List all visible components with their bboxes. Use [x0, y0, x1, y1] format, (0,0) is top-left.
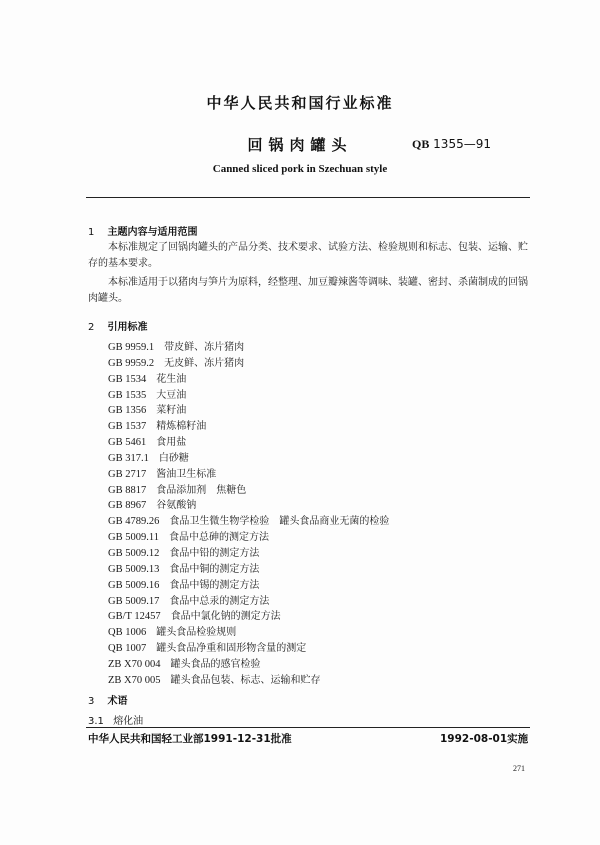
section-title: 术语 — [107, 696, 128, 707]
reference-title: 食用盐 — [156, 437, 187, 449]
reference-title: 带皮鲜、冻片猪肉 — [164, 342, 245, 353]
reference-title: 白砂糖 — [158, 452, 189, 464]
reference-item — [108, 514, 389, 530]
document-title-cn: 回锅肉罐头 — [247, 136, 353, 154]
reference-item — [108, 451, 389, 467]
section-1-heading — [88, 223, 197, 238]
reference-code: GB 317.1 — [108, 452, 149, 464]
document-title-en: Canned sliced pork in Szechuan style — [212, 163, 388, 175]
reference-code: GB 8967 — [108, 500, 147, 512]
reference-item — [108, 467, 389, 483]
section-3-heading — [88, 692, 127, 707]
reference-code: GB 9959.2 — [108, 357, 155, 369]
reference-code: GB 5009.17 — [108, 595, 160, 607]
reference-title: 酱油卫生标准 — [156, 468, 217, 480]
reference-title: 无皮鲜、冻片猪肉 — [164, 357, 245, 369]
reference-item — [108, 356, 389, 372]
reference-code: GB 9959.1 — [108, 342, 155, 353]
reference-item — [108, 483, 389, 499]
reference-code: QB 1007 — [108, 643, 147, 655]
reference-item — [108, 609, 389, 625]
reference-code: GB 4789.26 — [108, 516, 160, 528]
reference-title: 食品卫生微生物学检验 罐头食品商业无菌的检验 — [169, 516, 390, 528]
reference-item — [108, 594, 389, 610]
reference-title: 食品中锡的测定方法 — [169, 579, 260, 591]
footer-divider — [86, 727, 530, 728]
section-1-paragraph-2: 本标准适用于以猪肉与笋片为原料，经整理、加豆瓣辣酱等调味、装罐、密封、杀菌制成的回锅肉罐头。 — [88, 277, 528, 304]
reference-title: 罐头食品的感官检验 — [170, 658, 261, 670]
reference-item — [108, 419, 389, 435]
reference-code: GB 5009.12 — [108, 547, 160, 559]
reference-code: GB 1537 — [108, 421, 147, 433]
section-3-1-heading — [88, 712, 143, 727]
reference-code: GB 8817 — [108, 484, 147, 496]
reference-code: GB 1356 — [108, 405, 147, 417]
reference-code: GB 5009.16 — [108, 579, 160, 591]
section-number: 2 — [88, 322, 95, 333]
reference-item — [108, 530, 389, 546]
reference-item — [108, 673, 389, 689]
implementation-date: 1992-08-01实施 — [440, 733, 529, 745]
reference-title: 食品中氯化钠的测定方法 — [170, 611, 281, 623]
section-title: 引用标准 — [107, 322, 148, 333]
section-title: 熔化油 — [113, 716, 144, 727]
reference-item — [108, 435, 389, 451]
reference-title: 食品中总汞的测定方法 — [169, 595, 270, 607]
reference-item — [108, 372, 389, 388]
reference-item — [108, 340, 389, 356]
reference-title: 食品中铜的测定方法 — [169, 563, 260, 575]
reference-title: 大豆油 — [156, 389, 187, 401]
reference-code: ZB X70 005 — [108, 674, 161, 686]
reference-item — [108, 625, 389, 641]
reference-code: GB 5461 — [108, 437, 147, 449]
reference-item — [108, 578, 389, 594]
section-title: 主题内容与适用范围 — [107, 227, 198, 238]
reference-code: GB 1534 — [108, 373, 147, 385]
reference-item — [108, 498, 389, 514]
section-number: 1 — [88, 227, 95, 238]
standard-code-number: 1355—91 — [433, 137, 491, 151]
reference-title: 食品中总砷的测定方法 — [168, 532, 269, 544]
reference-item — [108, 546, 389, 562]
reference-code: GB 2717 — [108, 468, 147, 480]
reference-code: GB 1535 — [108, 389, 147, 401]
reference-title: 罐头食品包装、标志、运输和贮存 — [170, 674, 321, 686]
reference-item — [108, 641, 389, 657]
reference-code: QB 1006 — [108, 627, 147, 639]
reference-title: 食品添加剂 焦糖色 — [156, 484, 247, 496]
header-divider — [86, 197, 530, 198]
reference-title: 罐头食品净重和固形物含量的测定 — [156, 643, 307, 655]
standard-organization: 中华人民共和国行业标准 — [206, 94, 394, 112]
reference-code: GB 5009.13 — [108, 563, 160, 575]
reference-title: 食品中铅的测定方法 — [169, 547, 260, 559]
reference-code: GB/T 12457 — [108, 611, 161, 623]
reference-standards-list — [108, 340, 389, 689]
reference-code: GB 5009.11 — [108, 532, 159, 544]
page-number: 271 — [513, 764, 525, 773]
reference-item — [108, 562, 389, 578]
approval-statement: 中华人民共和国轻工业部1991-12-31批准 — [88, 733, 292, 745]
section-number: 3 — [88, 696, 95, 707]
section-1-paragraph-1: 本标准规定了回锅肉罐头的产品分类、技术要求、试验方法、检验规则和标志、包装、运输、贮存的基本要求。 — [88, 242, 528, 269]
reference-code: ZB X70 004 — [108, 658, 161, 670]
reference-item — [108, 403, 389, 419]
reference-title: 菜籽油 — [156, 405, 187, 417]
reference-item — [108, 657, 389, 673]
standard-code-prefix: QB — [412, 137, 430, 151]
reference-title: 精炼棉籽油 — [156, 421, 207, 433]
reference-title: 罐头食品检验规则 — [156, 627, 237, 639]
standard-code — [412, 137, 491, 152]
section-number: 3.1 — [88, 716, 104, 727]
section-2-heading — [88, 318, 147, 333]
reference-item — [108, 388, 389, 404]
reference-title: 花生油 — [156, 373, 187, 385]
reference-title: 谷氨酸钠 — [156, 500, 197, 512]
